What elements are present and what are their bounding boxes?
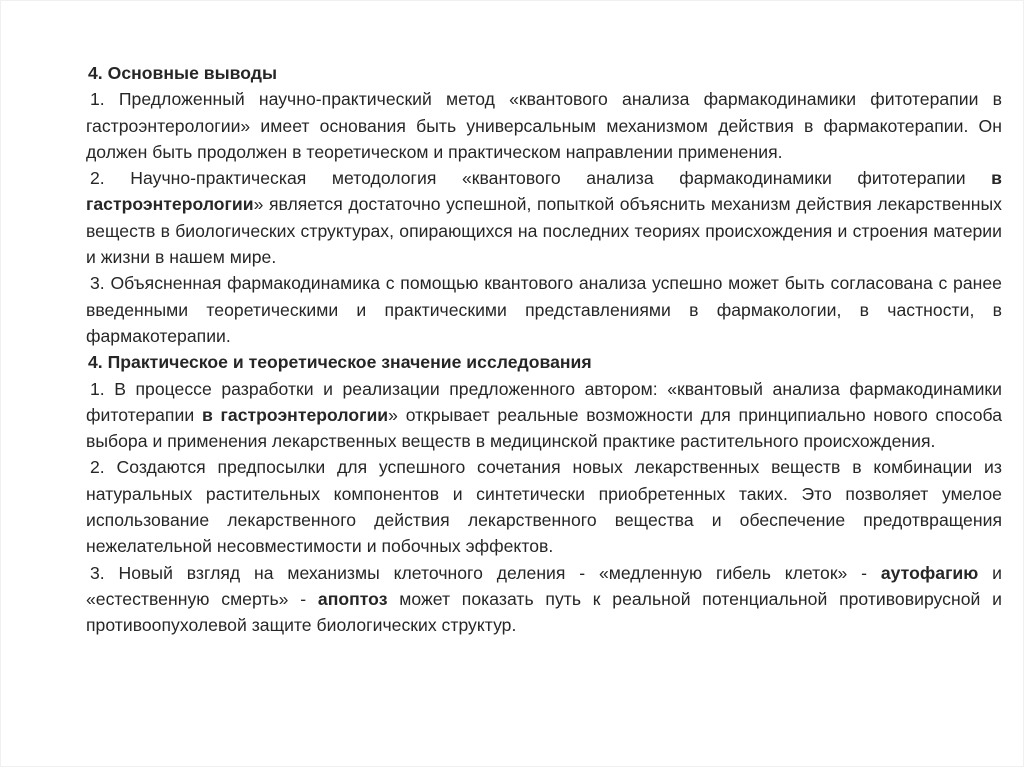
significance-3-text-end: может показать путь к реальной потенциальной противовирусной и противоопухолевой защите биологических структур.: [86, 588, 1002, 636]
slide-content: [86, 60, 1002, 639]
significance-paragraph-3: [86, 560, 1002, 639]
conclusion-2-text-end: » является достаточно успешной, попыткой объяснить механизм действия лекарственных веществ в биологических структурах, опирающихся на последних теориях происхождения и строения материи и жизни в нашем мире.: [86, 194, 1002, 268]
significance-1-text-start: 1. В процессе разработки и реализации предложенного автором: «квантовый анализа фармакодинамики фитотерапии: [86, 378, 1002, 425]
significance-3-bold-apoptosis: апоптоз: [317, 588, 388, 609]
conclusion-paragraph-2: [86, 165, 1002, 270]
significance-1-bold-term: в гастроэнтерологии: [201, 404, 389, 425]
significance-2-text: 2. Создаются предпосылки для успешного сочетания новых лекарственных веществ в комбинации из натуральных растительных компонентов и синтетически приобретенных таких. Это позволяет умелое использование лекарственного действия лекарственного вещества и обеспечение предотвращения нежелательной несовместимости и побочных эффектов.: [86, 457, 1002, 557]
conclusion-1-text: 1. Предложенный научно-практический метод «квантового анализа фармакодинамики фитотерапии в гастроэнтерологии» имеет основания быть универсальным механизмом действия в фармакотерапии. Он должен быть продолжен в теоретическом и практическом направлении применения.: [86, 89, 1002, 162]
significance-paragraph-2: [86, 454, 1002, 559]
heading-main-conclusions: 4. Основные выводы: [88, 63, 278, 83]
conclusion-3-text: 3. Объясненная фармакодинамика с помощью квантового анализа успешно может быть согласована с ранее введенными теоретическими и практическими представлениями в фармакологии, в частности, в фармакотерапии.: [86, 273, 1002, 346]
conclusion-2-bold-term: в гастроэнтерологии: [86, 168, 1002, 215]
significance-3-text-start: 3. Новый взгляд на механизмы клеточного деления - «медленную гибель клеток» -: [90, 562, 881, 583]
significance-3-text-middle: и «естественную смерть» -: [86, 562, 1002, 609]
conclusion-paragraph-1: [86, 86, 1002, 165]
conclusion-2-text-start: 2. Научно-практическая методология «квантового анализа фармакодинамики фитотерапии: [90, 168, 992, 189]
conclusion-paragraph-3: [86, 270, 1002, 349]
heading-practical-significance: 4. Практическое и теоретическое значение исследования: [88, 352, 592, 373]
significance-3-bold-autophagy: аутофагию: [880, 562, 979, 583]
significance-paragraph-1: [86, 376, 1002, 455]
significance-1-text-end: » открывает реальные возможности для принципиально нового способа выбора и применения лекарственных веществ в медицинской практике растительного происхождения.: [86, 404, 1003, 452]
